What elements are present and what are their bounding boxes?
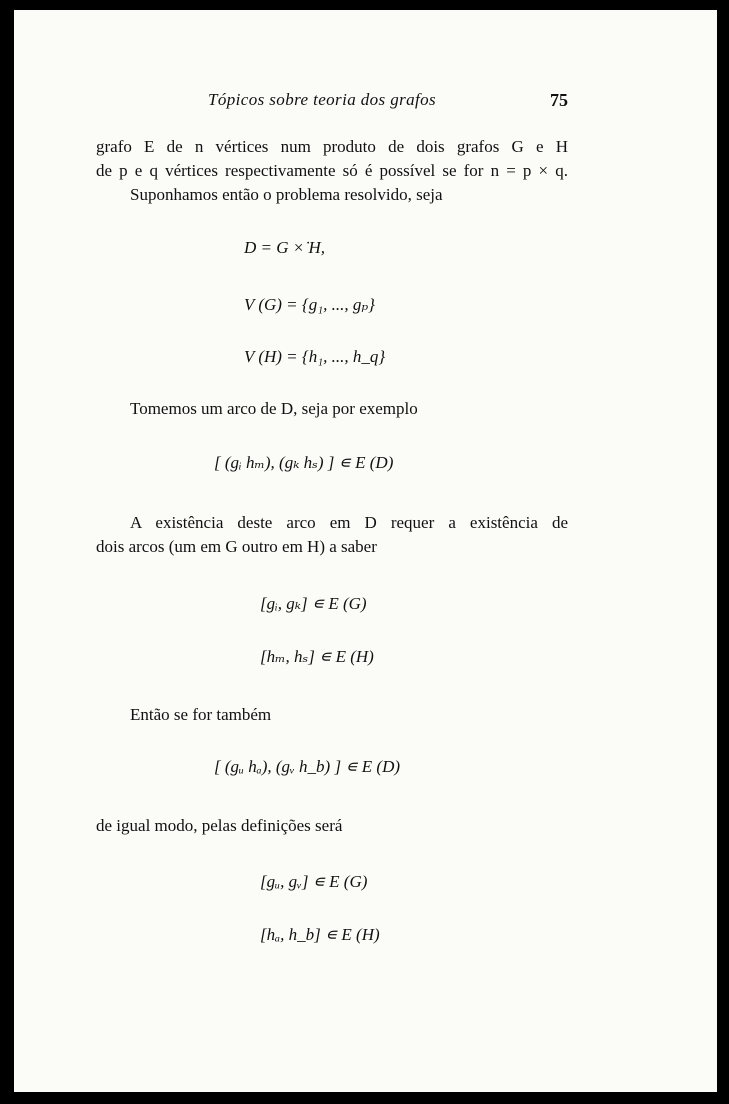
equation-arc-h: [hₘ, hₛ] ∊ E (H)	[260, 647, 374, 666]
equation-arc-d: [ (gᵢ hₘ), (gₖ hₛ) ] ∊ E (D)	[214, 453, 394, 472]
page-header	[14, 90, 717, 114]
paragraph-1-line-3: Suponhamos então o problema resolvido, seja	[130, 185, 443, 204]
equation-second-arc-h: [hₐ, h_b] ∊ E (H)	[260, 925, 380, 944]
equation-vertex-set-h: V (H) = {h₁, ..., h_q}	[244, 347, 386, 366]
page-number: 75	[550, 90, 568, 110]
running-title: Tópicos sobre teoria dos grafos	[208, 90, 437, 109]
paragraph-4: Então se for também	[130, 705, 272, 724]
paragraph-3-line-1: A existência deste arco em D requer a existência de	[130, 513, 568, 532]
paragraph-1-line-1: grafo E de n vértices num produto de dois grafos G e H	[96, 137, 568, 156]
paragraph-3-line-2: dois arcos (um em G outro em H) a saber	[96, 537, 377, 556]
equation-second-arc-g: [gᵤ, gᵥ] ∊ E (G)	[260, 872, 368, 891]
paragraph-2: Tomemos um arco de D, seja por exemplo	[130, 399, 418, 418]
equation-product-definition: D = G ×̇ H,	[244, 238, 326, 257]
paragraph-5: de igual modo, pelas definições será	[96, 816, 343, 835]
equation-vertex-set-g: V (G) = {g₁, ..., gₚ}	[244, 295, 375, 314]
equation-second-arc-d: [ (gᵤ hₐ), (gᵥ h_b) ] ∊ E (D)	[214, 757, 401, 776]
equation-arc-g: [gᵢ, gₖ] ∊ E (G)	[260, 594, 367, 613]
paragraph-1-line-2: de p e q vértices respectivamente só é possível se for n = p × q.	[96, 161, 568, 180]
book-page	[14, 10, 717, 1092]
